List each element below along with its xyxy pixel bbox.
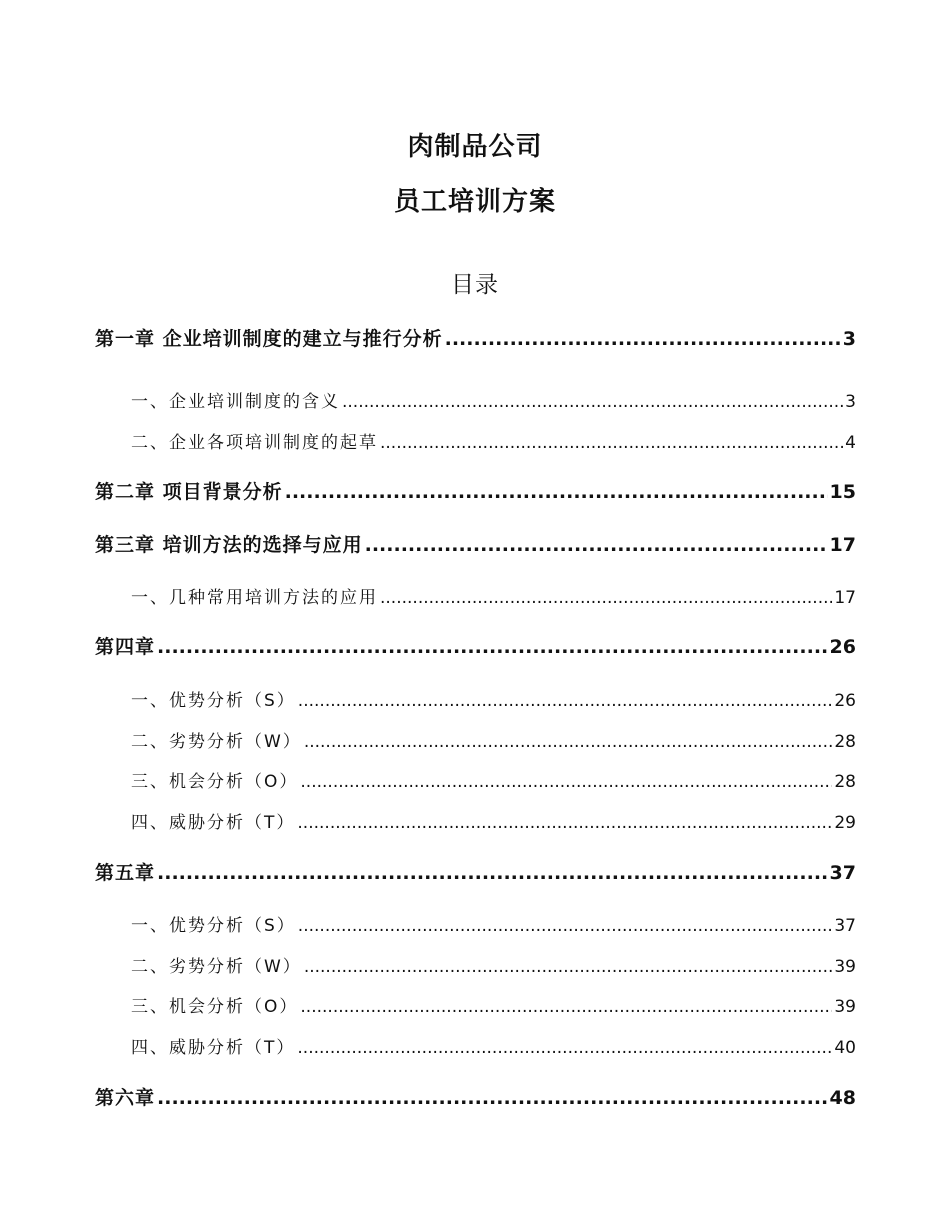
toc-leader: [365, 534, 828, 556]
toc-page-number: 15: [829, 481, 856, 503]
toc-section-label: 优势分析（S）: [169, 916, 296, 936]
toc-chapter-6[interactable]: [95, 1083, 856, 1110]
toc-chapter-label: 第五章: [95, 862, 156, 884]
toc-chapter-label: 第四章: [95, 636, 156, 658]
toc-section-label: 机会分析（O）: [169, 772, 299, 792]
toc-section-3-1[interactable]: [131, 583, 856, 608]
toc-page-number: 17: [834, 588, 856, 608]
toc-section-label: 企业各项培训制度的起草: [169, 433, 378, 453]
toc-leader: [445, 328, 841, 350]
toc-section-number: 二、: [131, 433, 169, 453]
toc-leader: [157, 1087, 828, 1109]
toc-section-number: 二、: [131, 732, 169, 752]
toc-leader: [380, 588, 832, 608]
toc-section-1-1[interactable]: [131, 387, 856, 412]
toc-section-5-2[interactable]: [131, 952, 856, 977]
toc-page-number: 39: [834, 957, 856, 977]
toc-section-label: 企业培训制度的含义: [169, 392, 340, 412]
toc-page-number: 26: [829, 636, 856, 658]
toc-page-number: 37: [829, 862, 856, 884]
toc-chapter-label: 第三章 培训方法的选择与应用: [95, 534, 363, 556]
toc-section-number: 一、: [131, 916, 169, 936]
document-title: 肉制品公司: [407, 132, 543, 162]
toc-section-number: 四、: [131, 813, 169, 833]
toc-chapter-1[interactable]: [95, 324, 856, 351]
toc-section-4-2[interactable]: [131, 727, 856, 752]
toc-section-number: 三、: [131, 997, 169, 1017]
toc-section-label: 优势分析（S）: [169, 691, 296, 711]
toc-page-number: 3: [845, 392, 856, 412]
toc-section-number: 四、: [131, 1038, 169, 1058]
toc-page-number: 3: [842, 328, 856, 350]
toc-page-number: 37: [834, 916, 856, 936]
toc-leader: [300, 997, 832, 1017]
toc-leader: [157, 862, 828, 884]
toc-leader: [304, 732, 833, 752]
toc-leader: [342, 392, 843, 412]
toc-section-4-3[interactable]: [131, 767, 856, 792]
toc-section-5-3[interactable]: [131, 992, 856, 1017]
toc-section-label: 劣势分析（W）: [169, 957, 302, 977]
toc-section-label: 几种常用培训方法的应用: [169, 588, 378, 608]
toc-section-number: 一、: [131, 392, 169, 412]
toc-section-5-1[interactable]: [131, 911, 856, 936]
document-subtitle: 员工培训方案: [393, 187, 556, 217]
toc-section-number: 一、: [131, 691, 169, 711]
toc-section-label: 威胁分析（T）: [169, 1038, 296, 1058]
toc-page-number: 4: [845, 433, 856, 453]
toc-chapter-label: 第二章 项目背景分析: [95, 481, 283, 503]
toc-leader: [297, 813, 832, 833]
toc-page-number: 17: [829, 534, 856, 556]
toc-leader: [157, 636, 828, 658]
toc-page-number: 28: [834, 772, 856, 792]
toc-chapter-2[interactable]: [95, 477, 856, 504]
toc-leader: [304, 957, 833, 977]
toc-leader: [297, 1038, 832, 1058]
toc-section-number: 三、: [131, 772, 169, 792]
toc-section-4-4[interactable]: [131, 808, 856, 833]
toc-section-label: 威胁分析（T）: [169, 813, 296, 833]
toc-page-number: 48: [829, 1087, 856, 1109]
toc-chapter-label: 第一章 企业培训制度的建立与推行分析: [95, 328, 443, 350]
toc-heading: 目录: [451, 272, 499, 298]
toc-section-number: 一、: [131, 588, 169, 608]
toc-section-1-2[interactable]: [131, 428, 856, 453]
toc-section-5-4[interactable]: [131, 1033, 856, 1058]
toc-page-number: 40: [834, 1038, 856, 1058]
toc-section-label: 机会分析（O）: [169, 997, 299, 1017]
toc-leader: [380, 433, 843, 453]
toc-page-number: 28: [834, 732, 856, 752]
toc-section-number: 二、: [131, 957, 169, 977]
toc-chapter-4[interactable]: [95, 632, 856, 659]
toc-section-label: 劣势分析（W）: [169, 732, 302, 752]
toc-page-number: 39: [834, 997, 856, 1017]
toc-section-4-1[interactable]: [131, 686, 856, 711]
toc-leader: [300, 772, 832, 792]
toc-page-number: 29: [834, 813, 856, 833]
toc-page-number: 26: [834, 691, 856, 711]
toc-chapter-5[interactable]: [95, 858, 856, 885]
toc-leader: [298, 916, 833, 936]
toc-chapter-3[interactable]: [95, 530, 856, 557]
toc-chapter-label: 第六章: [95, 1087, 156, 1109]
toc-leader: [298, 691, 833, 711]
toc-leader: [285, 481, 828, 503]
